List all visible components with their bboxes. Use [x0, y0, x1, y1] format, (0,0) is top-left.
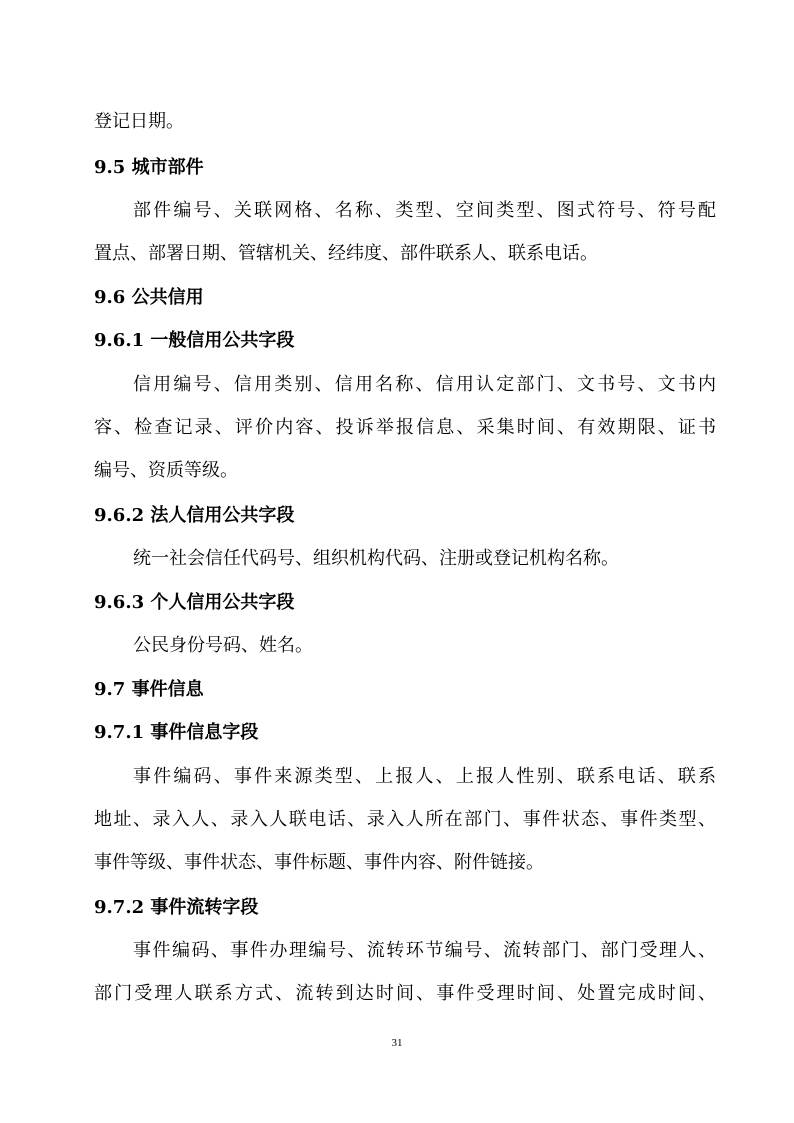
body-text-line: 编号、资质等级。 [94, 460, 238, 481]
page-number: 31 [391, 1037, 403, 1049]
section-heading-9-6-2: 9.6.2 法人信用公共字段 [94, 505, 295, 526]
body-text-line: 统一社会信任代码号、组织机构代码、注册或登记机构名称。 [133, 548, 619, 569]
section-heading-9-7-2: 9.7.2 事件流转字段 [94, 897, 259, 918]
section-heading-9-7-1: 9.7.1 事件信息字段 [94, 722, 259, 743]
body-text-line: 容、检查记录、评价内容、投诉举报信息、采集时间、有效期限、证书 [94, 417, 716, 438]
section-heading-9-6-1: 9.6.1 一般信用公共字段 [94, 330, 295, 351]
body-text-line: 事件编码、事件来源类型、上报人、上报人性别、联系电话、联系 [133, 766, 716, 787]
body-text-line: 地址、录入人、录入人联电话、录入人所在部门、事件状态、事件类型、 [94, 809, 716, 830]
body-text-line: 事件等级、事件状态、事件标题、事件内容、附件链接。 [94, 852, 544, 873]
body-text-line: 部件编号、关联网格、名称、类型、空间类型、图式符号、符号配 [133, 200, 716, 221]
body-text-line: 事件编码、事件办理编号、流转环节编号、流转部门、部门受理人、 [133, 940, 716, 961]
section-heading-9-6-3: 9.6.3 个人信用公共字段 [94, 592, 295, 613]
body-text-line: 登记日期。 [94, 111, 184, 132]
body-text-line: 置点、部署日期、管辖机关、经纬度、部件联系人、联系电话。 [94, 243, 598, 264]
body-text-line: 公民身份号码、姓名。 [133, 635, 313, 656]
body-text-line: 部门受理人联系方式、流转到达时间、事件受理时间、处置完成时间、 [94, 983, 716, 1004]
body-text-line: 信用编号、信用类别、信用名称、信用认定部门、文书号、文书内 [133, 374, 716, 395]
section-heading-9-5: 9.5 城市部件 [94, 157, 204, 178]
section-heading-9-6: 9.6 公共信用 [94, 287, 204, 308]
section-heading-9-7: 9.7 事件信息 [94, 679, 204, 700]
